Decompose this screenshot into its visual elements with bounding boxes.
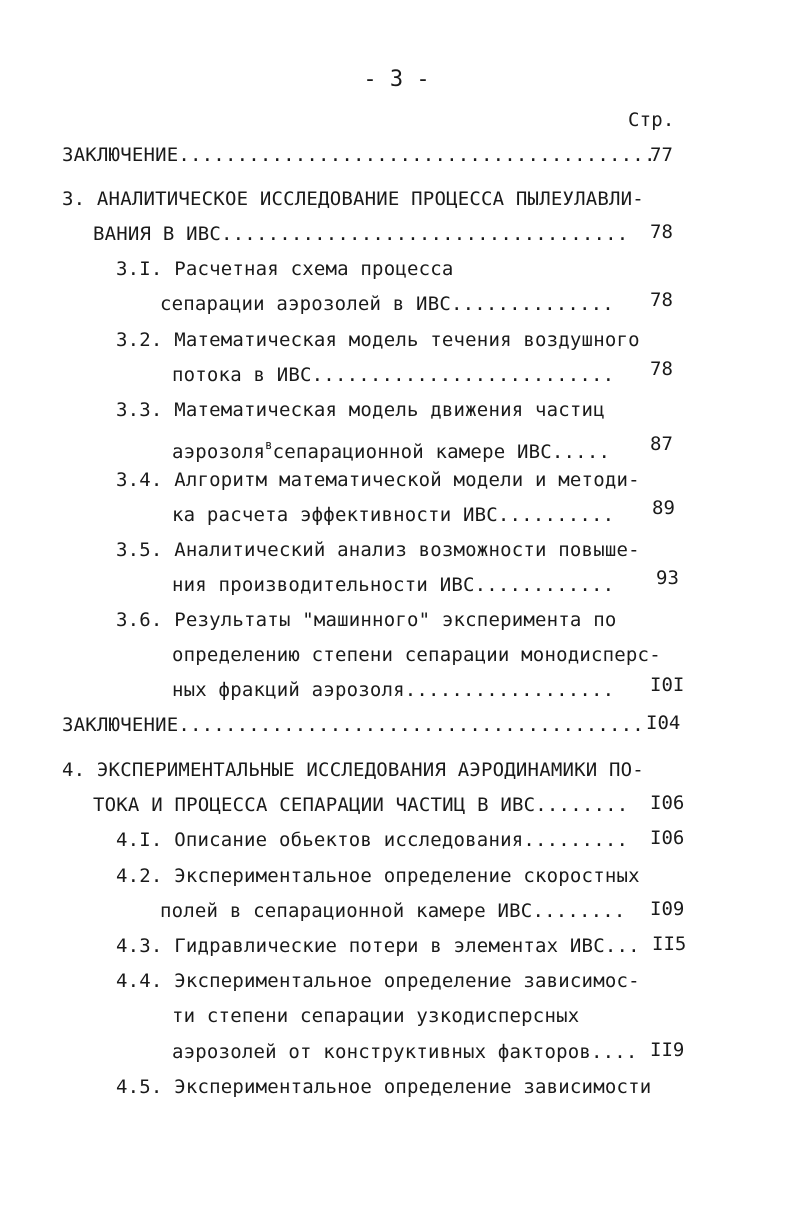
toc-entry: ЗАКЛЮЧЕНИЕ........................................ — [62, 714, 644, 736]
toc-entry: 4.3. Гидравлические потери в элементах ИВС... — [116, 935, 640, 957]
toc-entry: 4.I. Описание обьектов исследования......... — [116, 829, 629, 851]
toc-entry: определению степени сепарации монодисперс- — [172, 644, 661, 666]
toc-page-number: 89 — [652, 497, 675, 519]
toc-entry: полей в сепарационной камере ИВС........ — [160, 900, 626, 922]
toc-page-number: 87 — [650, 433, 673, 455]
toc-entry: ных фракций аэрозоля.................. — [172, 679, 615, 701]
toc-page-number: II5 — [652, 933, 687, 955]
toc-entry: 4.5. Экспериментальное определение зависимости — [116, 1076, 652, 1098]
page-number: - 3 - — [363, 67, 430, 92]
toc-page-number: II9 — [650, 1039, 685, 1061]
toc-entry: 3.5. Аналитический анализ возможности повыше- — [116, 539, 640, 561]
toc-entry: 4.4. Экспериментальное определение зависимос- — [116, 970, 640, 992]
toc-page-number: I0I — [650, 674, 685, 696]
toc-entry: 4. ЭКСПЕРИМЕНТАЛЬНЫЕ ИССЛЕДОВАНИЯ АЭРОДИНАМИКИ ПО- — [62, 759, 644, 781]
toc-page-number: 78 — [650, 289, 673, 311]
toc-entry: 3.2. Математическая модель течения воздушного — [116, 329, 640, 351]
toc-page-number: I06 — [650, 827, 685, 849]
toc-entry: ТОКА И ПРОЦЕССА СЕПАРАЦИИ ЧАСТИЦ В ИВС........ — [93, 794, 629, 816]
toc-entry: 3.4. Алгоритм математической модели и методи- — [116, 469, 640, 491]
toc-entry: ка расчета эффективности ИВС.......... — [172, 504, 615, 526]
toc-entry: аэрозолей от конструктивных факторов.... — [172, 1041, 638, 1063]
toc-entry: 3.3. Математическая модель движения частиц — [116, 399, 605, 421]
toc-entry — [172, 433, 610, 464]
toc-entry-part: сепарационной камере ИВС..... — [272, 441, 611, 463]
toc-page-number: 78 — [650, 358, 673, 380]
toc-entry: ЗАКЛЮЧЕНИЕ......................................... — [62, 144, 656, 166]
toc-entry-part: аэрозоля — [172, 441, 266, 463]
toc-entry: сепарации аэрозолей в ИВС.............. — [160, 293, 614, 315]
toc-page-number: 93 — [656, 567, 679, 589]
page-column-header: Стр. — [628, 109, 675, 131]
toc-entry: 3.6. Результаты "машинного" эксперимента по — [116, 609, 617, 631]
superscript-insert: в — [265, 438, 273, 452]
toc-page-number: 77 — [650, 144, 673, 166]
toc-page-number: I04 — [646, 712, 681, 734]
toc-page-number: I06 — [650, 792, 685, 814]
toc-entry: ВАНИЯ В ИВС................................... — [93, 223, 629, 245]
toc-entry: 3.I. Расчетная схема процесса — [116, 258, 454, 280]
toc-entry: ния производительности ИВС............ — [172, 574, 615, 596]
toc-page-number: I09 — [650, 898, 685, 920]
toc-entry: ти степени сепарации узкодисперсных — [172, 1005, 580, 1027]
toc-entry: 4.2. Экспериментальное определение скоростных — [116, 865, 640, 887]
toc-page-number: 78 — [650, 221, 673, 243]
toc-entry: 3. АНАЛИТИЧЕСКОЕ ИССЛЕДОВАНИЕ ПРОЦЕССА ПЫЛЕУЛАВЛИ- — [62, 188, 644, 210]
toc-entry: потока в ИВС.......................... — [172, 364, 615, 386]
